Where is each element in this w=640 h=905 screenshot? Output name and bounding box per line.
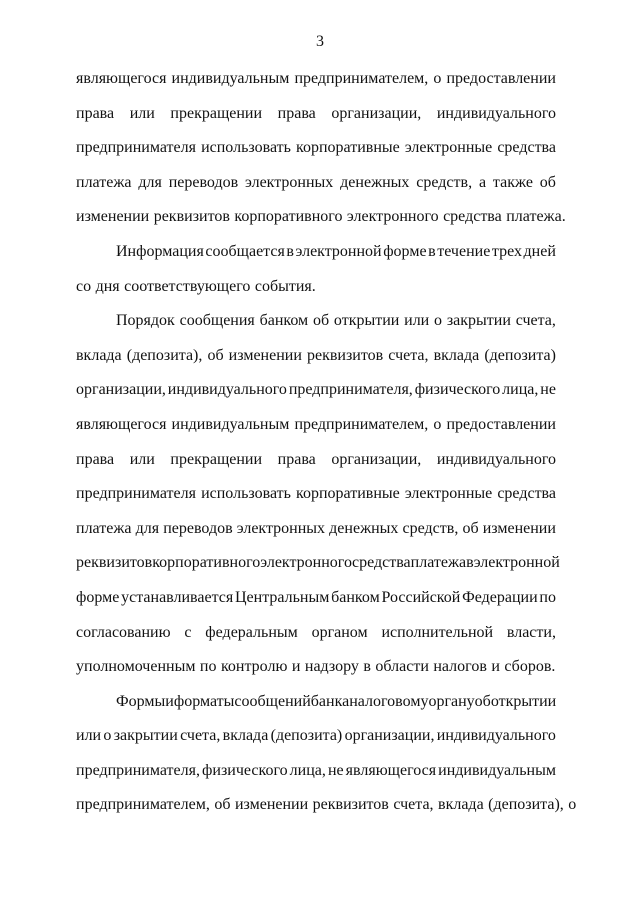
text-line: являющегося индивидуальным предпринимателем, о предоставлении [76,415,556,433]
text-line: со дня соответствующего события. [76,277,316,295]
document-body [76,69,577,830]
text-line: платежа для переводов электронных денежных средств, об изменении [76,519,556,537]
paragraph [76,692,577,830]
text-line: права или прекращении права организации, индивидуального [76,104,556,122]
text-line: предпринимателя, физического лица, не являющегося индивидуальным [76,761,556,779]
paragraph [76,311,560,692]
text-line: предпринимателя использовать корпоративные электронные средства [76,485,556,503]
text-line: вклада (депозита), об изменении реквизитов счета, вклада (депозита) [76,346,556,364]
text-line: Информация сообщается в электронной форме в течение трех дней [116,242,556,260]
text-line: организации, индивидуального предпринимателя, физического лица, не [76,381,556,399]
text-line: форме устанавливается Центральным банком Российской Федерации по [76,588,556,606]
text-line: реквизитов корпоративного электронного средства платежа в электронной [76,554,560,572]
paragraph [76,242,556,311]
text-line: права или прекращении права организации, индивидуального [76,450,556,468]
text-line: Порядок сообщения банком об открытии или о закрытии счета, [116,312,556,330]
text-line: являющегося индивидуальным предпринимателем, о предоставлении [76,70,556,87]
text-line: платежа для переводов электронных денежных средств, а также об [76,173,556,191]
text-line: Формы и форматы сообщений банка налоговому органу об открытии [116,692,557,710]
text-line: согласованию с федеральным органом исполнительной власти, [76,623,556,641]
page-number: 3 [316,33,324,50]
paragraph [76,69,566,242]
text-line: изменении реквизитов корпоративного электронного средства платежа. [76,208,566,226]
text-line: предпринимателя использовать корпоративные электронные средства [76,139,556,157]
text-line: или о закрытии счета, вклада (депозита) организации, индивидуального [76,727,556,745]
text-line: уполномоченным по контролю и надзору в области налогов и сборов. [76,658,556,676]
text-line: предпринимателем, об изменении реквизитов счета, вклада (депозита), о [76,796,577,814]
